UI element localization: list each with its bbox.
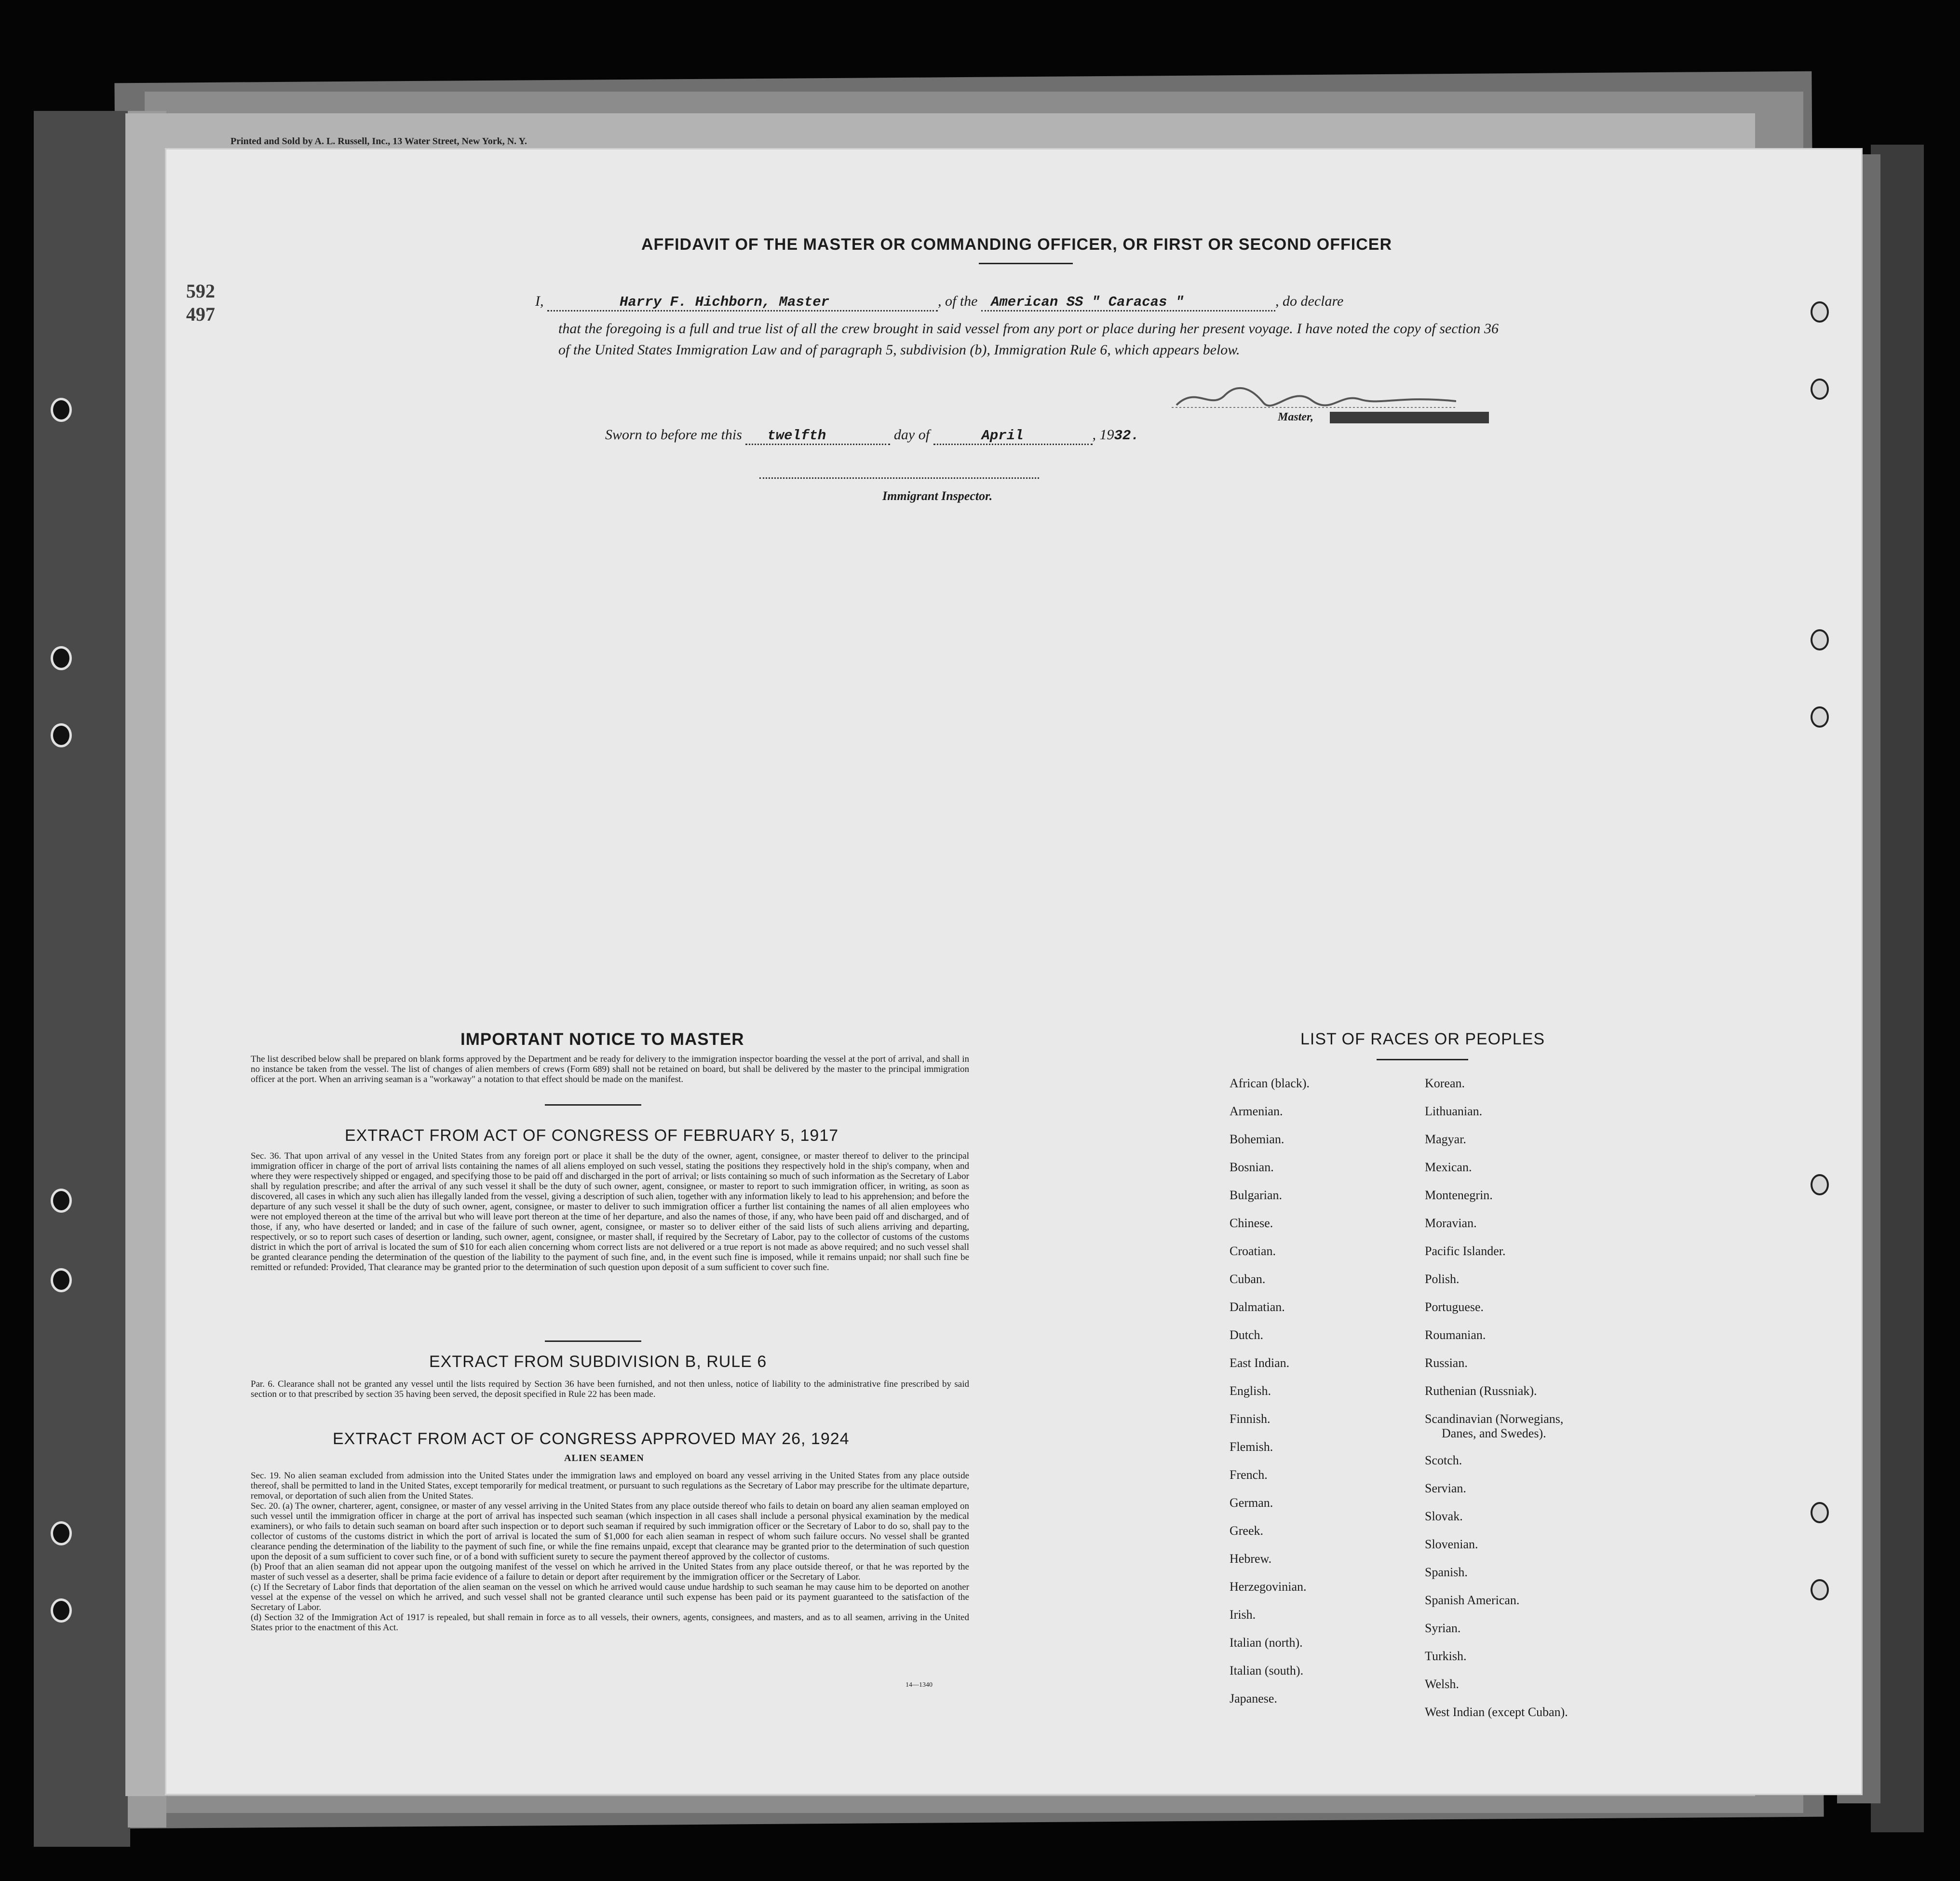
affidavit-line-1: I, Harry F. Hichborn, Master , of the American SS " Caracas " , do declare bbox=[535, 293, 1500, 311]
race-item: Greek. bbox=[1230, 1524, 1264, 1538]
printer-line: Printed and Sold by A. L. Russell, Inc., 13 Water Street, New York, N. Y. bbox=[230, 136, 527, 147]
races-title: LIST OF RACES OR PEOPLES bbox=[1300, 1030, 1545, 1048]
struck-out-text bbox=[1330, 412, 1489, 423]
master-label: Master, bbox=[1278, 411, 1314, 423]
section-rule bbox=[545, 1340, 641, 1342]
race-item: Servian. bbox=[1425, 1481, 1466, 1495]
race-item: Moravian. bbox=[1425, 1216, 1477, 1230]
extract-rule6-title: EXTRACT FROM SUBDIVISION B, RULE 6 bbox=[429, 1353, 767, 1371]
race-item: German. bbox=[1230, 1496, 1273, 1510]
title-rule bbox=[979, 263, 1073, 264]
race-item: Scotch. bbox=[1425, 1453, 1462, 1467]
race-item: Spanish American. bbox=[1425, 1593, 1520, 1607]
race-item: Russian. bbox=[1425, 1356, 1468, 1370]
binder-hole bbox=[51, 1268, 72, 1292]
race-item: Ruthenian (Russniak). bbox=[1425, 1384, 1537, 1398]
race-item: Herzegovinian. bbox=[1230, 1580, 1307, 1594]
race-item: African (black). bbox=[1230, 1076, 1310, 1090]
notice-text: The list described below shall be prepared on blank forms approved by the Department and be ready for delivery to the immigration inspector boarding the vessel at the port of arrival, and shall in no instance be taken from the vessel. The list of changes of alien members of crews (Form 689) shall not be retained on board, but shall be delivered by the master to the principal immigration officer at the port. When an arriving seaman is a "workaway" a notation to that effect should be made on the manifest. bbox=[251, 1054, 969, 1084]
binder-hole bbox=[51, 398, 72, 422]
binder-hole bbox=[1811, 1579, 1829, 1600]
race-item: Roumanian. bbox=[1425, 1328, 1486, 1342]
race-item: Croatian. bbox=[1230, 1244, 1276, 1258]
sworn-month-field: April bbox=[933, 428, 1093, 445]
binder-edge bbox=[34, 111, 130, 1847]
notice-title: IMPORTANT NOTICE TO MASTER bbox=[460, 1030, 744, 1049]
race-item: Montenegrin. bbox=[1425, 1188, 1493, 1202]
extract-1924-text: Sec. 19. No alien seaman excluded from admission into the United States under the immigration laws and employed on board any vessel arriving in the United States from any place outside thereof, shall be permitted to land in the United States, except temporarily for medical treatment, or pursuant to such regulations as the Secretary of Labor may prescribe for the ultimate departure, removal, or deportation of such alien from the United States. Sec. 20. (a) The owner, charterer, agent, consignee, or master of any vessel arriving in the United States from any place outside thereof who fails to detain on board any alien seaman employed on such vessel until the immigration officer in charge at the port of arrival has inspected such seaman (which inspection in all cases shall include a personal physical examination by the medical examiners), or who fails to detain such seaman on board after such inspection or to deport such seaman if required by such immigration officer or the Secretary of Labor to do so, shall pay to the collector of customs of the customs district in which the port of arrival is located the sum of $1,000 for each alien seaman in respect of whom such failure occurs. No vessel shall be granted clearance pending the determination of the liability to the payment of such fine, or while the fine remains unpaid, except that clearance may be granted prior to the determination of such question upon the deposit of a sum sufficient to cover such fine, or of a bond with sufficient surety to secure the payment thereof approved by the collector of customs. (b) Proof that an alien seaman did not appear upon the outgoing manifest of the vessel on which he arrived in the United States from any place outside thereof, or that he was reported by the master of such vessel as a deserter, shall be prima facie evidence of a failure to detain or deport after requirement by the immigration officer or the Secretary of Labor. (c) If the Secretary of Labor finds that deportation of the alien seaman on the vessel on which he arrived would cause undue hardship to such seaman he may cause him to be deported on another vessel at the expense of the vessel on which he arrived, and such vessel shall not be granted clearance until such expense has been paid or its payment guaranteed to the satisfaction of the Secretary of Labor. (d) Section 32 of the Immigration Act of 1917 is repealed, but shall remain in force as to all vessels, their owners, agents, consignees, and masters, and as to all seamen, arriving in the United States prior to the enactment of this Act. bbox=[251, 1471, 969, 1633]
extract-1917-text: Sec. 36. That upon arrival of any vessel in the United States from any foreign port or place it shall be the duty of the owner, agent, consignee, or master thereof to deliver to the principal immigration officer in charge of the port of arrival lists containing the names of all aliens employed on such vessel, stating the positions they respectively hold in the ship's company, when and where they were respectively shipped or engaged, and specifying those to be paid off and discharged in the port of arrival; or lists containing so much of such information as the Secretary of Labor shall by regulation prescribe; and after the arrival of any such vessel it shall be the duty of such owner, agent, consignee, or master to report to such immigration officer, in writing, as soon as discovered, all cases in which any such alien has illegally landed from the vessel, giving a description of such alien, together with any information likely to lead to his apprehension; and before the departure of any such vessel it shall be the duty of such owner, agent, consignee, or master to deliver to such immigration officer a further list containing the names of all alien employees who were not employed thereon at the time of the arrival but who will leave port thereon at the time of her departure, and also the names of those, if any, who have been paid off and discharged, and of those, if any, who have deserted or landed; and in case of the failure of such owner, agent, consignee, or master so to deliver either of the said lists of such aliens arriving and departing, respectively, or so to report such cases of desertion or landing, such owner, agent, consignee, or master shall, if required by the Secretary of Labor, pay to the collector of customs of the customs district in which the port of arrival is located the sum of $10 for each alien concerning whom correct lists are not delivered or a true report is not made as above required; and no such vessel shall be granted clearance pending the determination of the question of the liability to the payment of such fine, and, in the event such fine is imposed, while it remains unpaid; nor shall such fine be remitted or refunded: Provided, That clearance may be granted prior to the determination of such question upon deposit of a sum sufficient to cover such fine. bbox=[251, 1151, 969, 1272]
extract-1924-title: EXTRACT FROM ACT OF CONGRESS APPROVED MAY 26, 1924 bbox=[333, 1430, 850, 1448]
race-item: Spanish. bbox=[1425, 1565, 1468, 1579]
race-item: Bohemian. bbox=[1230, 1132, 1284, 1146]
race-item: Turkish. bbox=[1425, 1649, 1467, 1663]
race-item: Portuguese. bbox=[1425, 1300, 1484, 1314]
sworn-year-field: 32. bbox=[1114, 428, 1139, 444]
race-item: Lithuanian. bbox=[1425, 1104, 1483, 1118]
declaration-text: that the foregoing is a full and true list of all the crew brought in said vessel from any port or place during her present voyage. I have noted the copy of section 36 of the United States Immigration Law and of paragraph 5, subdivision (b), Immigration Rule 6, which appears below. bbox=[558, 321, 1499, 358]
race-item: Hebrew. bbox=[1230, 1552, 1272, 1566]
race-item: Bosnian. bbox=[1230, 1160, 1274, 1174]
race-item: Slovenian. bbox=[1425, 1537, 1478, 1551]
race-item: Dutch. bbox=[1230, 1328, 1264, 1342]
section-rule bbox=[545, 1104, 641, 1106]
race-item: Slovak. bbox=[1425, 1509, 1463, 1523]
binder-hole bbox=[51, 1521, 72, 1545]
inspector-label: Immigrant Inspector. bbox=[882, 489, 993, 503]
races-rule bbox=[1377, 1059, 1468, 1060]
form-number: 14—1340 bbox=[906, 1681, 933, 1689]
binder-hole bbox=[1811, 301, 1829, 323]
race-item: Italian (south). bbox=[1230, 1664, 1304, 1678]
race-item: West Indian (except Cuban). bbox=[1425, 1705, 1568, 1719]
race-item: Armenian. bbox=[1230, 1104, 1283, 1118]
race-item: Scandinavian (Norwegians, bbox=[1425, 1412, 1564, 1426]
master-name-field: Harry F. Hichborn, Master bbox=[547, 294, 938, 311]
binder-hole bbox=[51, 646, 72, 670]
race-item: East Indian. bbox=[1230, 1356, 1290, 1370]
race-item: Italian (north). bbox=[1230, 1636, 1303, 1650]
race-item: French. bbox=[1230, 1468, 1268, 1482]
binder-hole bbox=[1811, 629, 1829, 650]
race-item: Mexican. bbox=[1425, 1160, 1472, 1174]
extract-rule6-text: Par. 6. Clearance shall not be granted any vessel until the lists required by Section 36 have been furnished, and not then unless, notice of liability to the administrative fine prescribed by said section or to that prescribed by section 35 having been served, the deposit specified in Rule 22 has been made. bbox=[251, 1379, 969, 1399]
race-item: English. bbox=[1230, 1384, 1271, 1398]
race-item: Danes, and Swedes). bbox=[1442, 1426, 1546, 1440]
binder-hole bbox=[1811, 1502, 1829, 1523]
race-item: Chinese. bbox=[1230, 1216, 1273, 1230]
extract-1917-title: EXTRACT FROM ACT OF CONGRESS OF FEBRUARY 5, 1917 bbox=[345, 1126, 839, 1145]
race-item: Flemish. bbox=[1230, 1440, 1273, 1454]
master-signature bbox=[1167, 381, 1456, 415]
race-item: Welsh. bbox=[1425, 1677, 1459, 1691]
binder-hole bbox=[51, 1598, 72, 1623]
race-item: Bulgarian. bbox=[1230, 1188, 1283, 1202]
race-item: Cuban. bbox=[1230, 1272, 1266, 1286]
race-item: Syrian. bbox=[1425, 1621, 1461, 1635]
alien-seamen-heading: ALIEN SEAMEN bbox=[564, 1453, 644, 1463]
binder-hole bbox=[51, 723, 72, 747]
race-item: Korean. bbox=[1425, 1076, 1465, 1090]
race-item: Irish. bbox=[1230, 1608, 1256, 1622]
race-item: Pacific Islander. bbox=[1425, 1244, 1506, 1258]
race-item: Polish. bbox=[1425, 1272, 1460, 1286]
binder-hole bbox=[1811, 1174, 1829, 1195]
race-item: Magyar. bbox=[1425, 1132, 1466, 1146]
page-number-stamp: 592 497 bbox=[186, 280, 215, 325]
race-item: Japanese. bbox=[1230, 1692, 1277, 1705]
vessel-field: American SS " Caracas " bbox=[981, 294, 1275, 311]
affidavit-title: AFFIDAVIT OF THE MASTER OR COMMANDING OFFICER, OR FIRST OR SECOND OFFICER bbox=[641, 235, 1392, 254]
race-item: Dalmatian. bbox=[1230, 1300, 1285, 1314]
inspector-signature-line bbox=[759, 477, 1039, 479]
sworn-line: Sworn to before me this twelfth day of April , 1932. bbox=[605, 427, 1232, 445]
binder-hole bbox=[1811, 706, 1829, 728]
sworn-day-field: twelfth bbox=[745, 428, 890, 445]
binder-hole bbox=[1811, 379, 1829, 400]
race-item: Finnish. bbox=[1230, 1412, 1271, 1426]
binder-hole bbox=[51, 1189, 72, 1213]
